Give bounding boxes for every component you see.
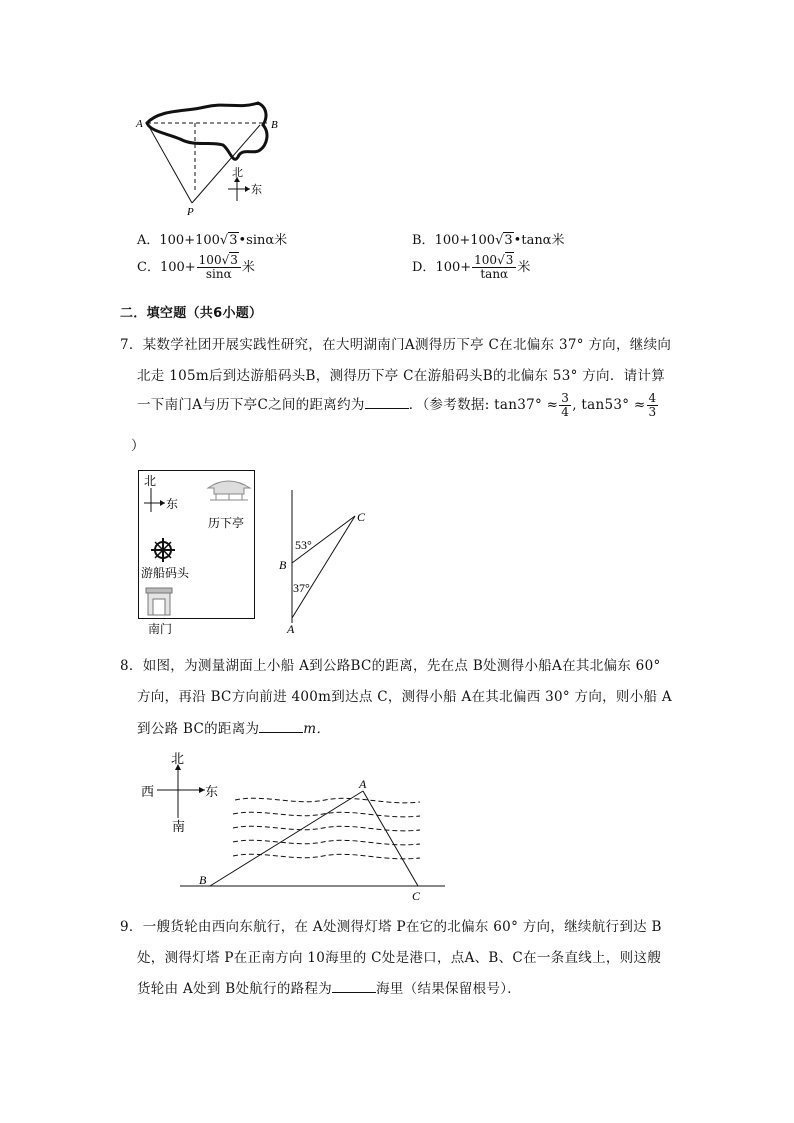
gate-label: 南门 bbox=[148, 622, 173, 636]
label-a: A bbox=[359, 777, 367, 791]
label-b: B bbox=[279, 558, 287, 572]
compass-icon bbox=[228, 166, 262, 201]
fraction: $\frac{100√3}{\tan\alpha}$ bbox=[472, 254, 516, 281]
q7-line3: 一下南门A与历下亭C之间的距离约为 ．（参考数据: tan37° ≈ $\frac{3}{4}$ , tan53° ≈ $\frac{4}{3}$ bbox=[137, 391, 657, 419]
compass-icon bbox=[144, 474, 178, 512]
q8-figure bbox=[135, 748, 455, 903]
answer-blank[interactable] bbox=[365, 396, 409, 409]
svg-text:北: 北 bbox=[232, 167, 243, 179]
section-title: 二．填空题（共6小题） bbox=[120, 306, 263, 321]
fraction: $\frac{100√3}{\sin\alpha}$ bbox=[197, 254, 241, 281]
q9-line1: 9．一艘货轮由西向东航行，在 A处测得灯塔 P在它的北偏东 60° 方向，继续航行到达 B bbox=[120, 919, 662, 935]
svg-text:东: 东 bbox=[251, 184, 262, 196]
q7-line2: 北走 105m后到达游船码头B，测得历下亭 C在游船码头B的北偏东 53° 方向．请计算 bbox=[137, 368, 666, 384]
lake-outline bbox=[147, 103, 267, 159]
angle-53: 53° bbox=[295, 538, 312, 552]
svg-text:西: 西 bbox=[141, 784, 155, 799]
q7-line4: ） bbox=[131, 438, 145, 454]
gate-icon bbox=[146, 588, 172, 615]
label-a: A bbox=[287, 622, 295, 635]
fraction: $\frac{4}{3}$ bbox=[648, 391, 657, 419]
svg-text:北: 北 bbox=[171, 751, 185, 766]
option-c[interactable]: C．100+ $\frac{100√3}{\sin\alpha}$ 米 bbox=[137, 253, 255, 281]
option-b[interactable]: B．100+100√3•tanα米 bbox=[412, 233, 565, 248]
q7-line1: 7．某数学社团开展实践性研究，在大明湖南门A测得历下亭 C在北偏东 37° 方向，继续向 bbox=[120, 337, 672, 353]
q8-line2: 方向，再沿 BC方向前进 400m到达点 C，测得小船 A在其北偏西 30° 方向，则小船 A bbox=[137, 689, 672, 705]
svg-text:南: 南 bbox=[172, 819, 186, 834]
option-d[interactable]: D．100+ $\frac{100√3}{\tan\alpha}$ 米 bbox=[412, 253, 531, 281]
answer-blank[interactable] bbox=[259, 720, 303, 733]
fraction: $\frac{3}{4}$ bbox=[561, 391, 570, 419]
segment-pb bbox=[192, 125, 260, 203]
label-a: A bbox=[136, 118, 143, 130]
q8-line1: 8．如图，为测量湖面上小船 A到公路BC的距离，先在点 B处测得小船A在其北偏东 60° bbox=[120, 658, 661, 674]
q9-line3: 货轮由 A处到 B处航行的路程为 海里（结果保留根号）． bbox=[137, 981, 522, 997]
q9-line2: 处，测得灯塔 P在正南方向 10海里的 C处是港口，点A、B、C在一条直线上，则这艘 bbox=[137, 950, 662, 966]
label-c: C bbox=[412, 889, 421, 903]
angle-37: 37° bbox=[293, 581, 310, 595]
q7-map bbox=[138, 470, 258, 638]
segment-ac bbox=[363, 791, 418, 886]
segment-ba bbox=[210, 791, 363, 886]
q6-figure bbox=[130, 95, 290, 220]
compass-icon bbox=[141, 751, 218, 834]
svg-text:东: 东 bbox=[166, 497, 179, 511]
q7-triangle bbox=[270, 485, 380, 635]
water-waves bbox=[233, 798, 420, 859]
option-a[interactable]: A．100+100√3•sinα米 bbox=[137, 233, 288, 248]
svg-text:北: 北 bbox=[144, 474, 157, 488]
label-c: C bbox=[357, 510, 366, 524]
label-b: B bbox=[271, 119, 278, 131]
answer-blank[interactable] bbox=[332, 980, 376, 993]
pavilion-icon bbox=[208, 481, 250, 500]
sqrt-icon: √ bbox=[495, 233, 504, 248]
sqrt-icon: √ bbox=[219, 233, 229, 248]
dock-label: 游船码头 bbox=[141, 566, 190, 580]
pavilion-label: 历下亭 bbox=[208, 516, 245, 530]
q8-line3: 到公路 BC的距离为 m． bbox=[137, 721, 331, 737]
ship-wheel-icon bbox=[151, 538, 175, 562]
label-p: P bbox=[187, 206, 194, 218]
svg-text:东: 东 bbox=[205, 784, 219, 799]
label-b: B bbox=[199, 873, 207, 887]
segment-ac bbox=[292, 516, 355, 618]
